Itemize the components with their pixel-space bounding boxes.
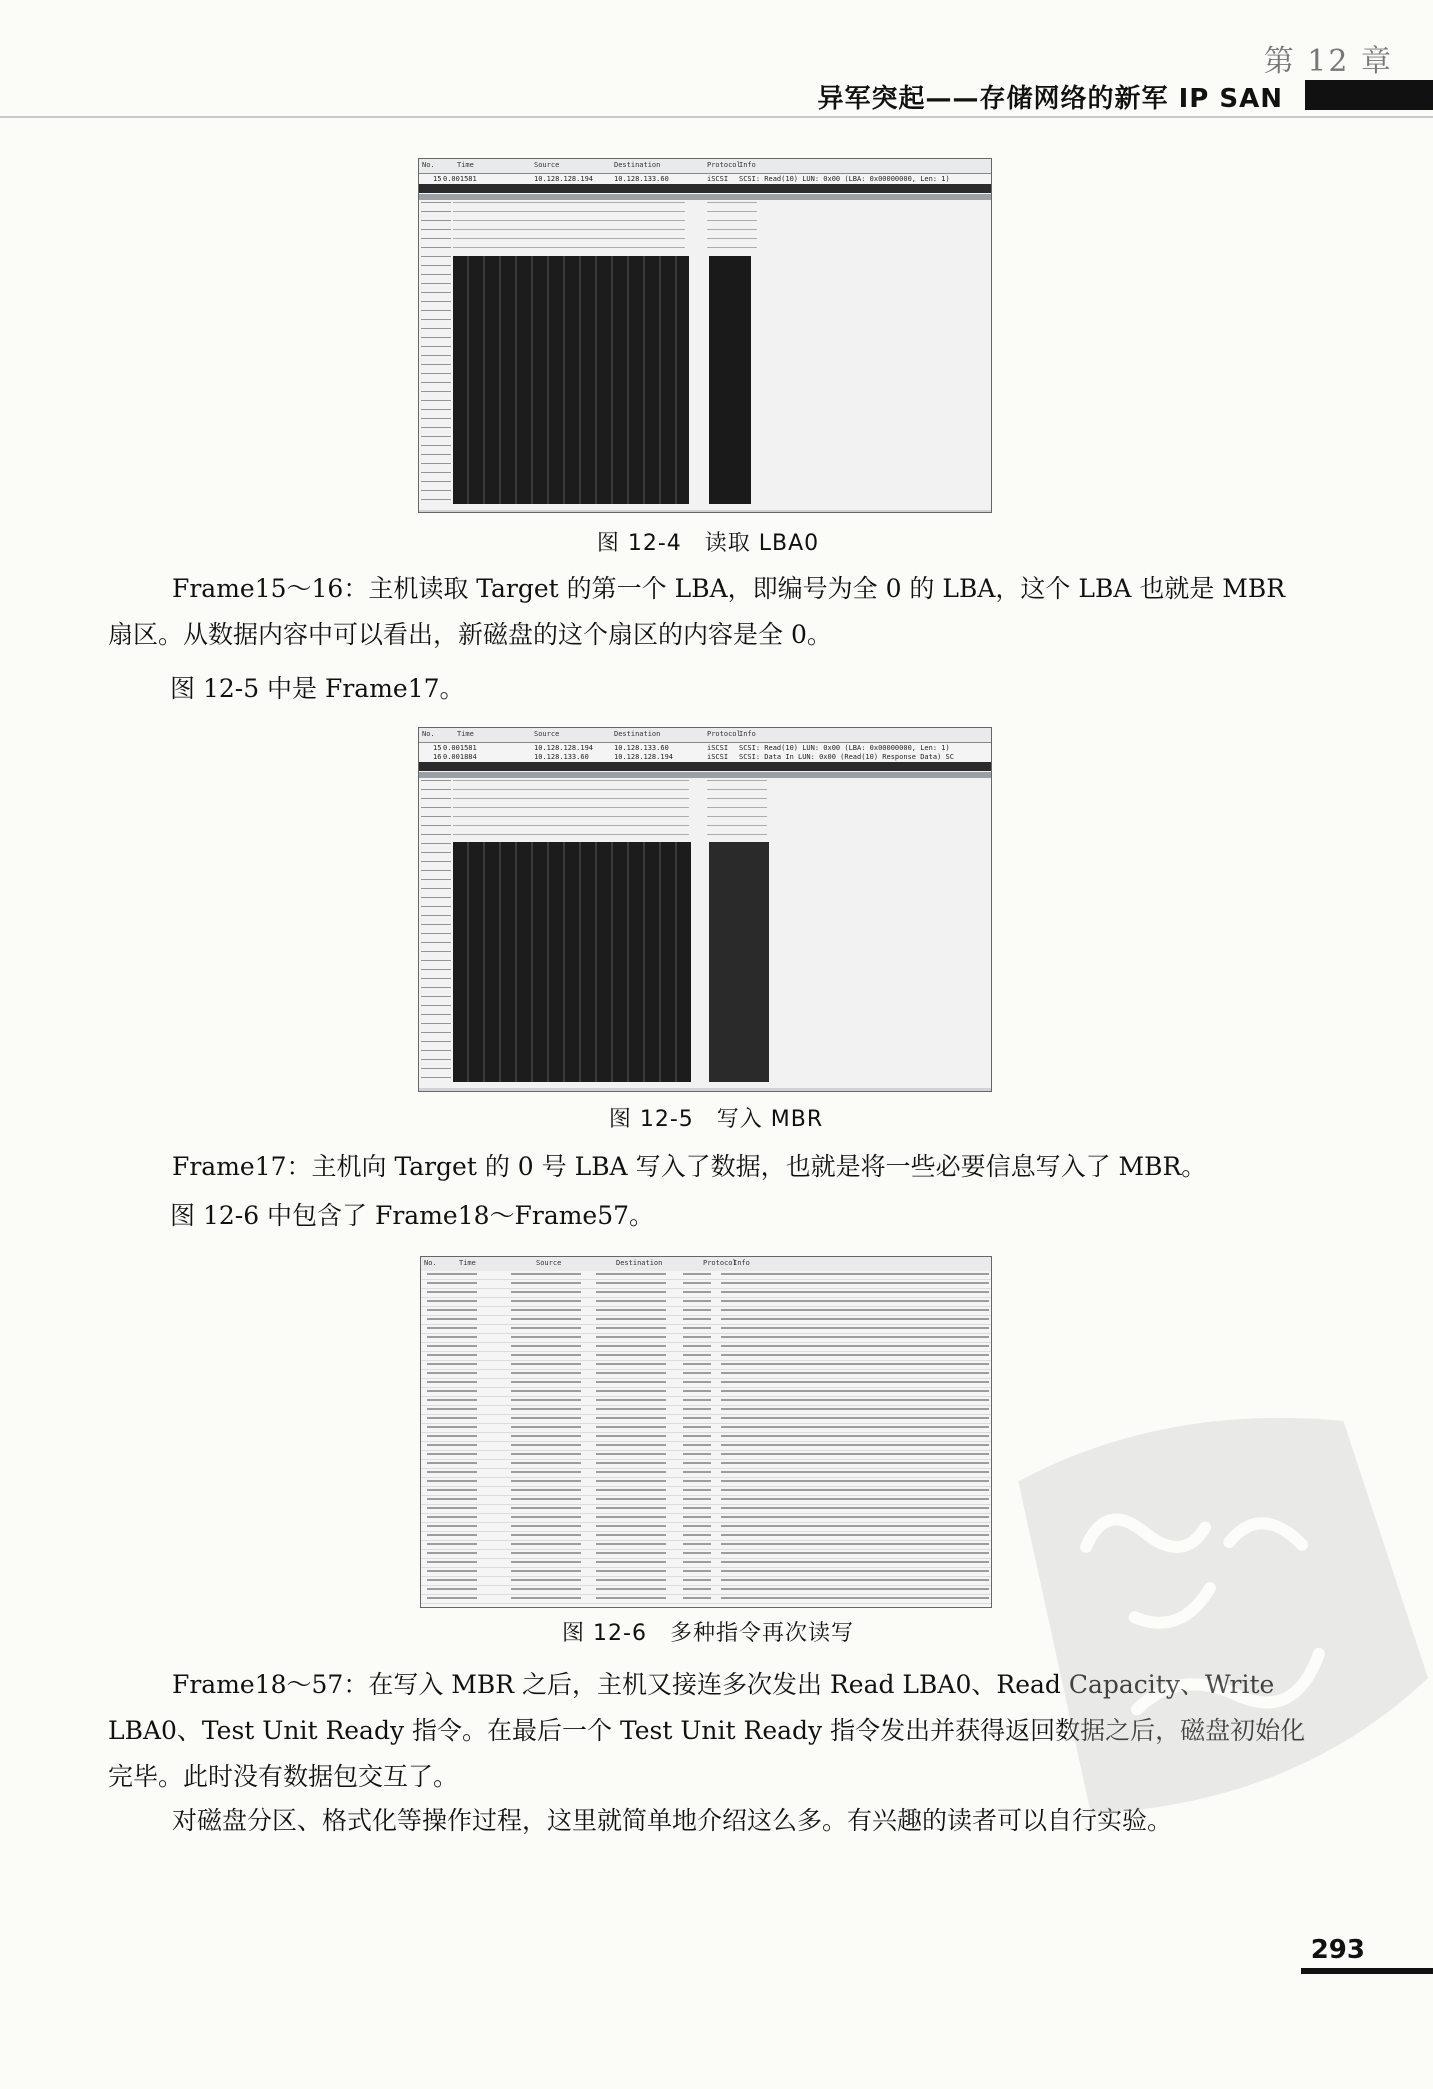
hex-dump-mbr-bytes xyxy=(453,842,691,1082)
col-destination: Destination xyxy=(614,161,661,169)
paragraph-closing: 对磁盘分区、格式化等操作过程，这里就简单地介绍这么多。有兴趣的读者可以自行实验。 xyxy=(172,1806,1173,1835)
hex-dump-pane xyxy=(419,778,991,1088)
figure-12-4-caption: 图 12-4 读取 LBA0 xyxy=(596,531,820,556)
figure-12-5-screenshot xyxy=(418,727,992,1092)
ascii-zero-bytes xyxy=(709,256,751,504)
packet-list-frames-18-57 xyxy=(421,1271,991,1607)
col-no: No. xyxy=(424,1259,437,1267)
page-number: 293 xyxy=(1310,1935,1365,1965)
col-info: Info xyxy=(739,730,756,738)
col-destination: Destination xyxy=(616,1259,663,1267)
packet-list-header xyxy=(421,1257,991,1272)
col-protocol: Protocol xyxy=(707,161,741,169)
col-time: Time xyxy=(457,730,474,738)
figure-12-6-screenshot xyxy=(420,1256,992,1608)
col-protocol: Protocol xyxy=(703,1259,737,1267)
packet-list-header xyxy=(419,159,991,174)
col-time: Time xyxy=(459,1259,476,1267)
packet-list-header xyxy=(419,728,991,743)
header-block xyxy=(1305,80,1433,110)
paragraph-frame18-57: Frame18～57：在写入 MBR 之后，主机又接连多次发出 Read LBA0、Read Capacity、Write LBA0、Test Unit Ready 指令。在最后一个 Test Unit Ready 指令发出并获得返回数据之后，磁盘初始化完毕。此时没有数据包交互了。 xyxy=(108,1670,1306,1791)
figure-12-6-caption: 图 12-6 多种指令再次读写 xyxy=(562,1621,854,1646)
selected-row-highlight xyxy=(419,762,991,771)
packet-row: 15 0.001581 10.128.128.194 10.128.133.60 iSCSI SCSI: Read(10) LUN: 0x00 (LBA: 0x00000000, Len: 1) xyxy=(433,175,950,183)
ascii-mbr-bytes xyxy=(709,842,769,1082)
col-source: Source xyxy=(536,1259,562,1267)
footer-rule xyxy=(1301,1968,1433,1974)
col-source: Source xyxy=(534,161,560,169)
col-info: Info xyxy=(733,1259,750,1267)
header-rule xyxy=(0,116,1433,118)
paragraph-frame15-16: Frame15～16：主机读取 Target 的第一个 LBA，即编号为全 0 的 LBA，这个 LBA 也就是 MBR 扇区。从数据内容中可以看出，新磁盘的这个扇区的内容是全 0。 xyxy=(108,574,1286,649)
hex-dump-zero-bytes xyxy=(453,256,689,504)
selected-row-highlight xyxy=(419,184,991,193)
paragraph-figure-12-6-intro: 图 12-6 中包含了 Frame18～Frame57。 xyxy=(170,1201,655,1230)
packet-row: 15 0.001581 10.128.128.194 10.128.133.60 iSCSI SCSI: Read(10) LUN: 0x00 (LBA: 0x00000000, Len: 1) xyxy=(433,744,950,752)
packet-row: 16 0.001884 10.128.133.60 10.128.128.194 iSCSI SCSI: Data In LUN: 0x00 (Read(10) Response Data) SC xyxy=(433,753,954,761)
chapter-label: 第 12 章 xyxy=(1263,44,1393,79)
col-no: No. xyxy=(422,161,435,169)
hex-dump-pane xyxy=(419,200,991,510)
figure-12-4-screenshot xyxy=(418,158,992,513)
col-protocol: Protocol xyxy=(707,730,741,738)
col-info: Info xyxy=(739,161,756,169)
col-source: Source xyxy=(534,730,560,738)
figure-12-5-caption: 图 12-5 写入 MBR xyxy=(608,1107,824,1132)
running-title: 异军突起——存储网络的新军 IP SAN xyxy=(817,84,1283,114)
col-no: No. xyxy=(422,730,435,738)
paragraph-frame17: Frame17：主机向 Target 的 0 号 LBA 写入了数据，也就是将一些必要信息写入了 MBR。 xyxy=(172,1152,1207,1181)
col-time: Time xyxy=(457,161,474,169)
col-destination: Destination xyxy=(614,730,661,738)
paragraph-figure-12-5-intro: 图 12-5 中是 Frame17。 xyxy=(170,674,465,703)
